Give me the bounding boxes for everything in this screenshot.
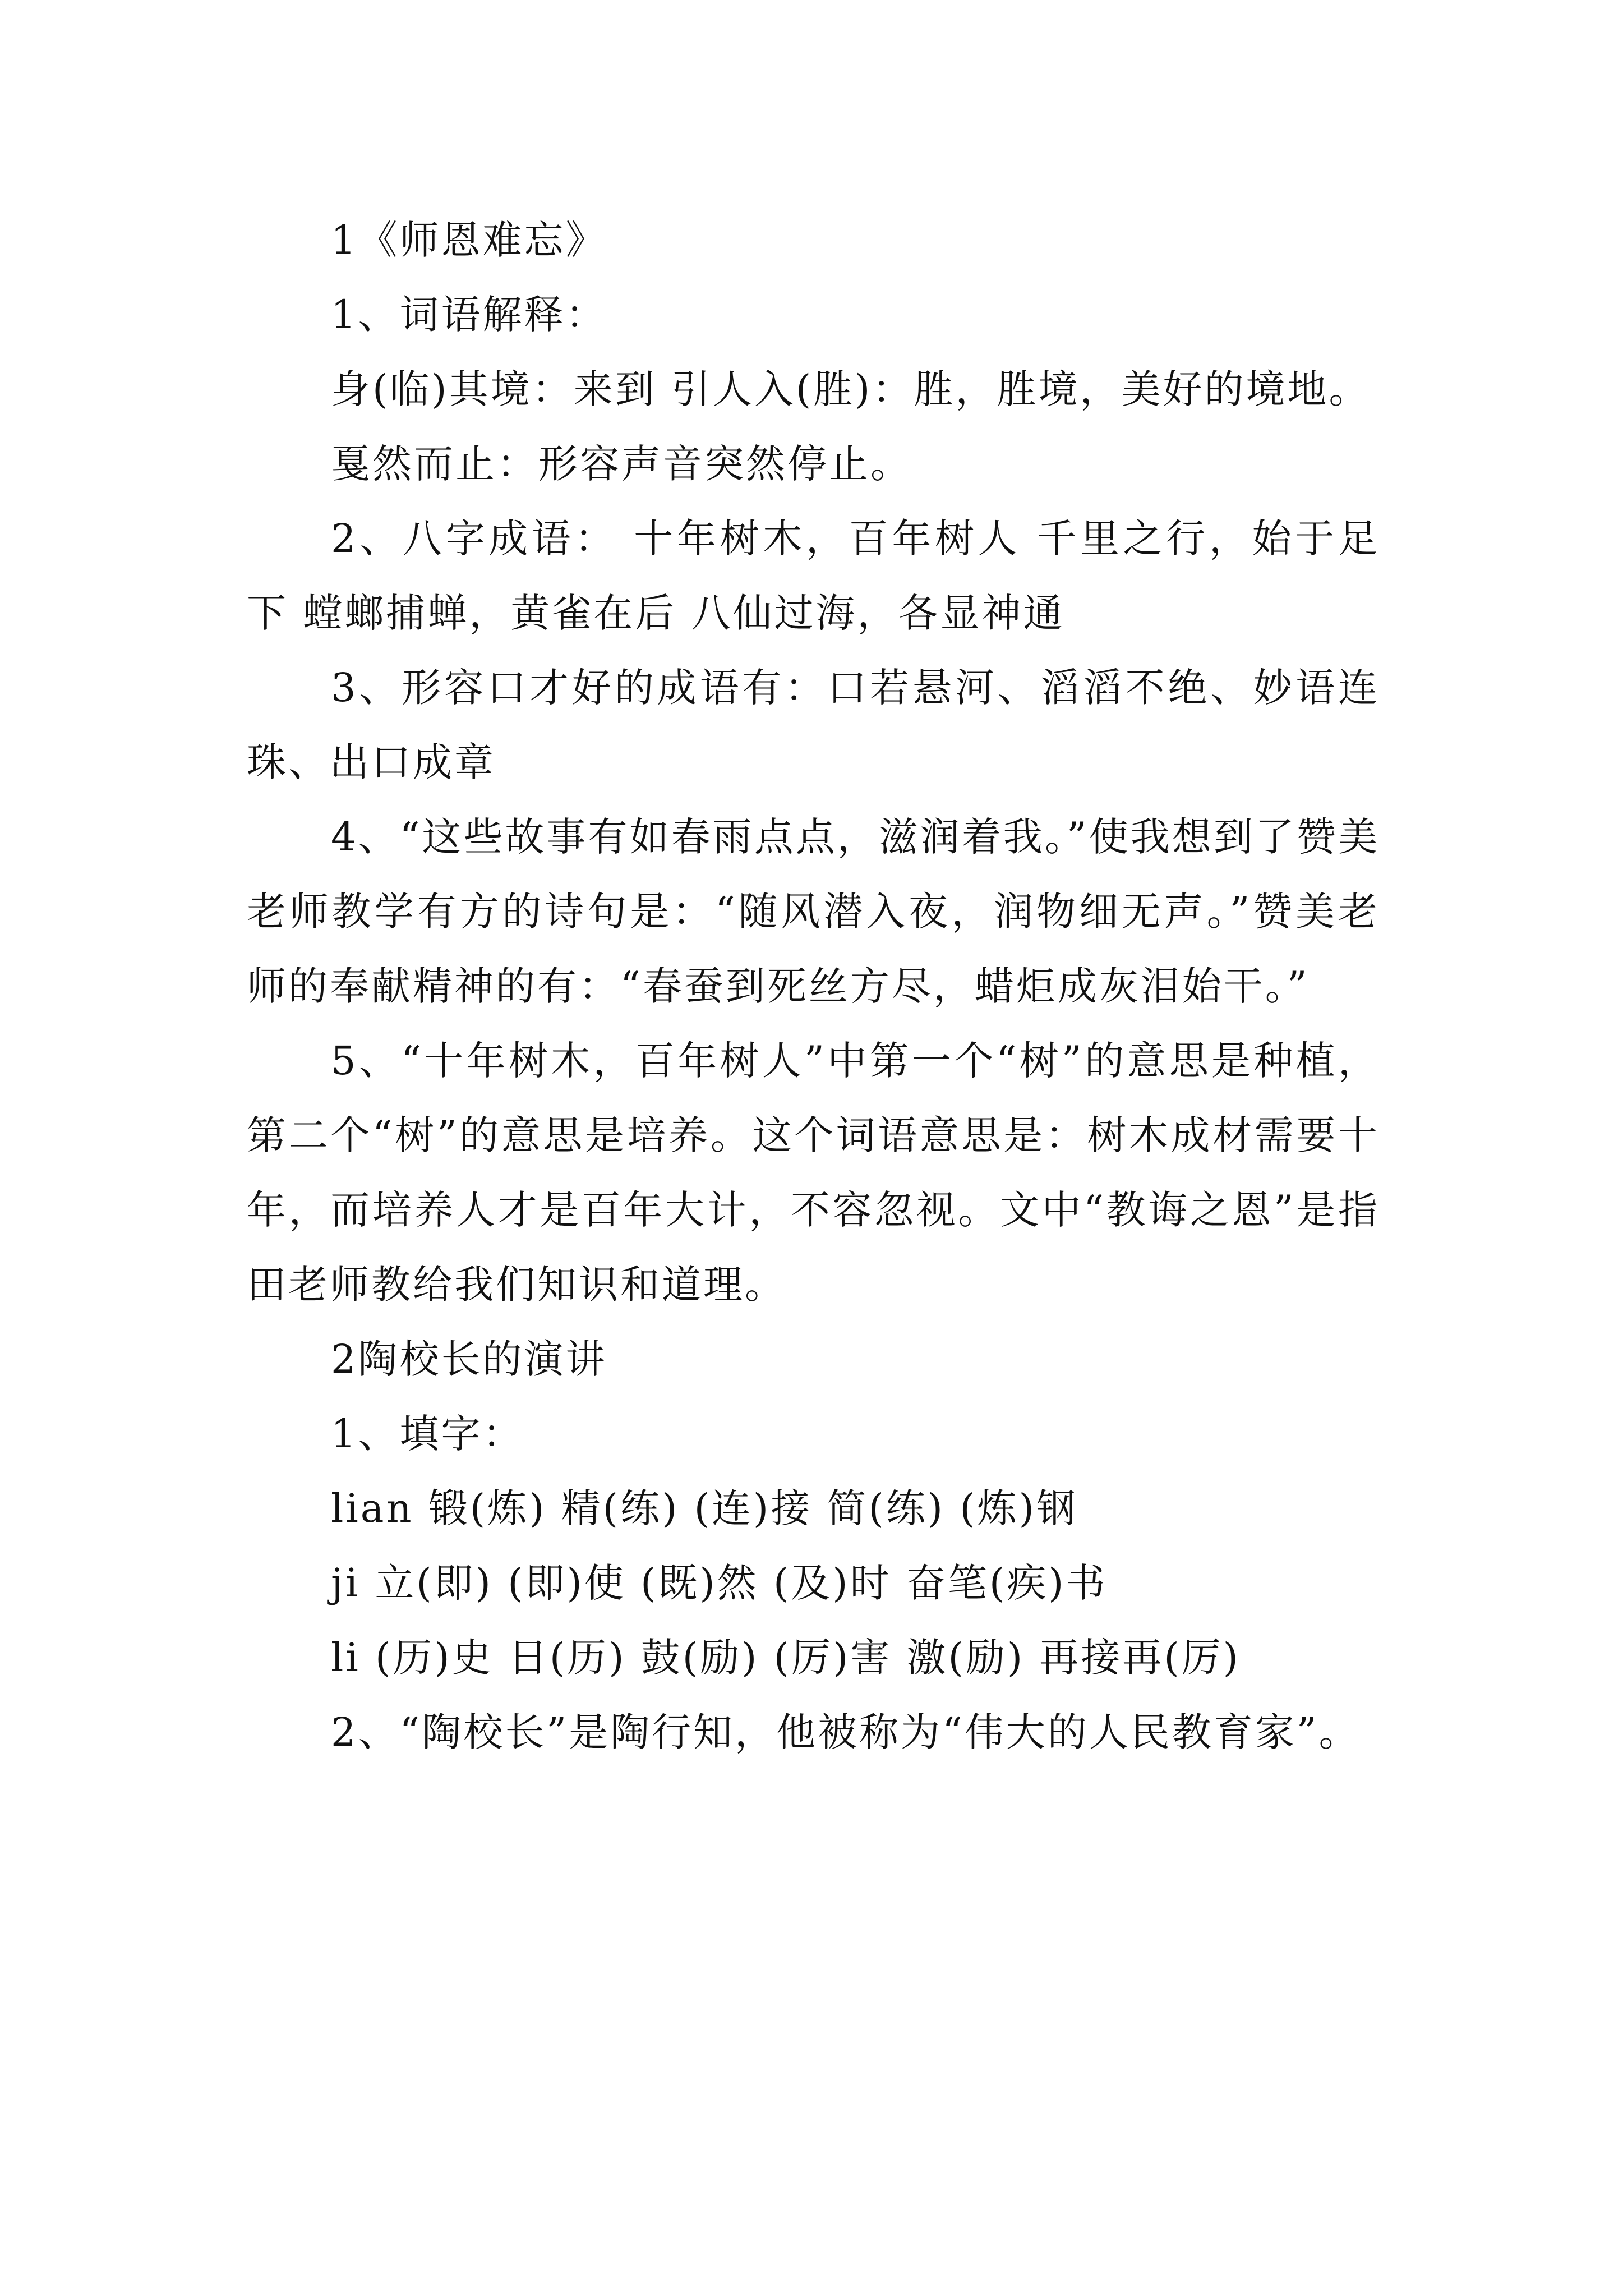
document-body (247, 203, 1380, 1770)
paragraph-word-explanation-2: 戛然而止：形容声音突然停止。 (331, 441, 912, 487)
paragraph-tao-xingzhi: 2、“陶校长”是陶行知，他被称为“伟大的人民教育家”。 (331, 1709, 1361, 1755)
paragraph-eloquence-idioms: 3、形容口才好的成语有：口若悬河、滔滔不绝、妙语连珠、出口成章 (247, 665, 1380, 785)
paragraph-lesson-1-title: 1《师恩难忘》 (331, 217, 607, 263)
paragraph-fill-in-ji: ji 立(即) (即)使 (既)然 (及)时 奋笔(疾)书 (331, 1560, 1108, 1606)
paragraph-fill-in-heading: 1、填字： (331, 1411, 524, 1457)
paragraph-shinian-shumu: 5、“十年树木，百年树人”中第一个“树”的意思是种植，第二个“树”的意思是培养。这个词语意思是：树木成材需要十年，而培养人才是百年大计，不容忽视。文中“教诲之恩”是指田老师教给我们知识和道理。 (247, 1038, 1380, 1308)
paragraph-eight-character-idioms: 2、八字成语： 十年树木，百年树人 千里之行，始于足下 螳螂捕蝉，黄雀在后 八仙过海，各显神通 (247, 516, 1380, 636)
paragraph-word-explanation-heading: 1、词语解释： (331, 292, 607, 338)
paragraph-fill-in-li: li (历)史 日(历) 鼓(励) (厉)害 激(励) 再接再(厉) (331, 1635, 1241, 1681)
paragraph-word-explanation-1: 身(临)其境：来到 引人入(胜)：胜，胜境，美好的境地。 (331, 366, 1371, 412)
paragraph-poem-lines: 4、“这些故事有如春雨点点，滋润着我。”使我想到了赞美老师教学有方的诗句是：“随风潜入夜，润物细无声。”赞美老师的奉献精神的有：“春蚕到死丝方尽，蜡炬成灰泪始干。” (247, 814, 1380, 1009)
paragraph-lesson-2-title: 2陶校长的演讲 (331, 1336, 607, 1382)
paragraph-fill-in-lian: lian 锻(炼) 精(练) (连)接 简(练) (炼)钢 (331, 1485, 1078, 1531)
